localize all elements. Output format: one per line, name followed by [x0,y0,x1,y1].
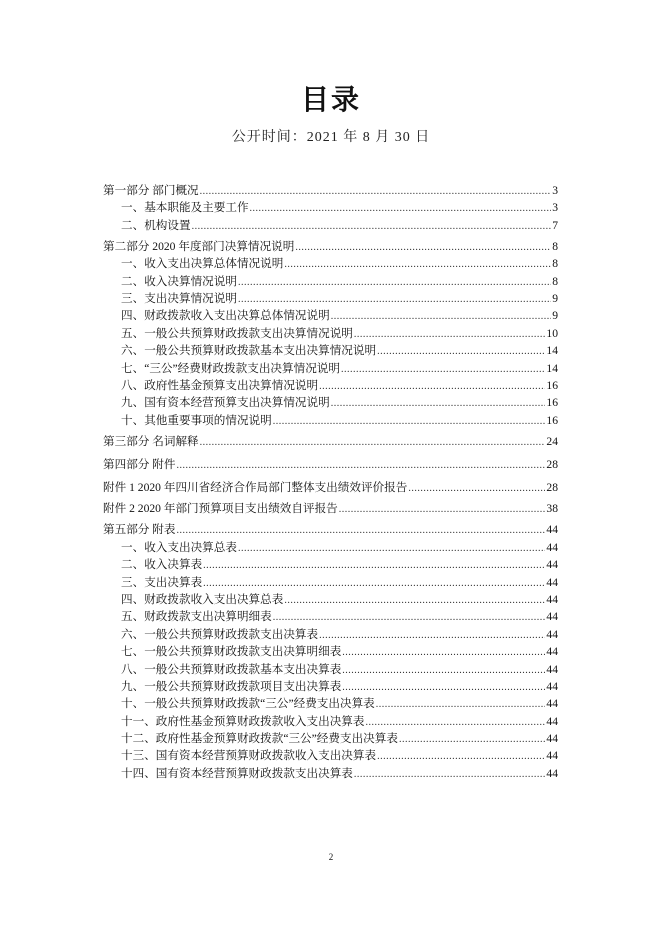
toc-entry-page: 44 [546,645,558,659]
toc-entry[interactable] [103,199,558,216]
dot-leader [376,696,546,713]
dot-leader [250,200,552,217]
dot-leader [203,575,545,592]
toc-entry-label: 十二、政府性基金预算财政拨款“三公”经费支出决算表 [121,732,398,746]
toc-entry-page: 9 [552,291,558,305]
toc-entry-page: 44 [546,575,558,589]
toc-entry[interactable] [103,394,558,411]
toc-entry-label: 九、国有资本经营预算支出决算情况说明 [121,396,330,410]
table-of-contents [103,182,558,782]
toc-entry-page: 44 [546,697,558,711]
toc-entry-page: 16 [546,378,558,392]
toc-entry-label: 十、一般公共预算财政拨款“三公”经费支出决算表 [121,697,375,711]
toc-entry-page: 9 [552,309,558,323]
dot-leader [192,218,552,235]
toc-entry-label: 一、收入支出决算总体情况说明 [121,257,284,271]
toc-entry-page: 44 [546,732,558,746]
toc-entry-page: 44 [546,679,558,693]
toc-entry-page: 38 [546,502,558,516]
toc-entry-page: 44 [546,558,558,572]
toc-entry-page: 24 [546,434,558,448]
toc-entry[interactable] [103,217,558,234]
dot-leader [354,326,546,343]
dot-leader [319,378,545,395]
toc-entry-page: 3 [552,201,558,215]
toc-entry-page: 28 [546,481,558,495]
toc-entry-page: 14 [546,344,558,358]
toc-entry-label: 九、一般公共预算财政拨款项目支出决算表 [121,679,342,693]
toc-entry-page: 44 [546,627,558,641]
toc-entry-label: 八、政府性基金预算支出决算情况说明 [121,378,319,392]
toc-entry-label: 七、“三公”经费财政拨款支出决算情况说明 [121,361,340,375]
toc-entry-page: 8 [552,239,558,253]
toc-entry-label: 十三、国有资本经营预算财政拨款收入支出决算表 [121,749,377,763]
toc-entry-label: 第一部分 部门概况 [103,184,199,197]
toc-entry-label: 八、一般公共预算财政拨款基本支出决算表 [121,662,342,676]
dot-leader [238,291,551,308]
dot-leader [273,609,546,626]
toc-entry-label: 三、支出决算表 [121,575,203,589]
toc-entry-page: 44 [546,749,558,763]
dot-leader [342,662,545,679]
toc-entry[interactable] [103,626,558,643]
toc-entry[interactable] [103,765,558,782]
dot-leader [408,480,545,497]
toc-entry-label: 第三部分 名词解释 [103,434,199,448]
toc-entry-page: 7 [552,218,558,232]
toc-entry-page: 16 [546,413,558,427]
toc-entry-label: 第四部分 附件 [103,458,176,472]
toc-entry[interactable] [103,342,558,359]
dot-leader [295,239,551,256]
toc-entry[interactable] [103,500,558,517]
toc-entry-page: 44 [546,592,558,606]
toc-entry-page: 14 [546,361,558,375]
toc-entry-label: 三、支出决算情况说明 [121,291,237,305]
dot-leader [319,627,545,644]
toc-entry-label: 五、财政拨款支出决算明细表 [121,610,272,624]
toc-entry[interactable] [103,661,558,678]
toc-entry[interactable] [103,307,558,324]
dot-leader [200,183,552,200]
dot-leader [354,766,546,783]
toc-entry-page: 44 [546,766,558,780]
toc-entry-page: 44 [546,523,558,537]
dot-leader [284,592,545,609]
dot-leader [342,679,545,696]
dot-leader [377,343,545,360]
toc-entry-page: 16 [546,396,558,410]
dot-leader [176,522,545,539]
toc-entry-label: 一、收入支出决算总表 [121,540,237,554]
dot-leader [238,274,551,291]
dot-leader [342,644,545,661]
toc-entry[interactable] [103,539,558,556]
dot-leader [284,256,551,273]
toc-entry[interactable] [103,747,558,764]
toc-entry[interactable] [103,730,558,747]
toc-entry-label: 二、收入决算情况说明 [121,274,237,288]
toc-entry-label: 五、一般公共预算财政拨款支出决算情况说明 [121,326,353,340]
toc-entry-page: 44 [546,714,558,728]
dot-leader [273,413,546,430]
dot-leader [331,308,552,325]
toc-entry[interactable] [103,643,558,660]
toc-entry[interactable] [103,377,558,394]
toc-entry-page: 3 [552,184,558,197]
toc-entry[interactable] [103,695,558,712]
toc-entry[interactable] [103,556,558,573]
toc-entry-label: 七、一般公共预算财政拨款支出决算明细表 [121,645,342,659]
toc-entry-label: 六、一般公共预算财政拨款支出决算表 [121,627,319,641]
toc-entry[interactable] [103,678,558,695]
dot-leader [176,457,545,474]
toc-entry-page: 8 [552,274,558,288]
toc-entry-label: 六、一般公共预算财政拨款基本支出决算情况说明 [121,344,377,358]
toc-entry-page: 28 [546,458,558,472]
publish-date: 公开时间：2021 年 8 月 30 日 [231,130,431,145]
toc-entry-label: 附件 2 2020 年部门预算项目支出绩效自评报告 [103,502,338,516]
toc-entry-page: 8 [552,257,558,271]
toc-entry[interactable] [103,456,558,473]
page-number: 2 [328,852,334,862]
toc-entry-label: 十四、国有资本经营预算财政拨款支出决算表 [121,766,353,780]
dot-leader [399,731,545,748]
dot-leader [331,395,546,412]
toc-entry-page: 44 [546,540,558,554]
toc-entry-label: 二、收入决算表 [121,558,203,572]
toc-entry[interactable] [103,433,558,450]
dot-leader [341,361,545,378]
toc-entry[interactable] [103,182,558,199]
toc-entry-label: 四、财政拨款收入支出决算总体情况说明 [121,309,330,323]
toc-entry-label: 十一、政府性基金预算财政拨款收入支出决算表 [121,714,365,728]
toc-entry[interactable] [103,574,558,591]
dot-leader [238,540,545,557]
toc-entry[interactable] [103,273,558,290]
toc-entry-page: 44 [546,610,558,624]
toc-entry-label: 四、财政拨款收入支出决算总表 [121,592,284,606]
toc-entry[interactable] [103,238,558,255]
toc-entry-page: 44 [546,662,558,676]
toc-entry-label: 十、其他重要事项的情况说明 [121,413,272,427]
dot-leader [200,434,546,451]
dot-leader [339,501,546,518]
dot-leader [203,557,545,574]
toc-entry[interactable] [103,608,558,625]
toc-entry[interactable] [103,591,558,608]
toc-entry[interactable] [103,479,558,496]
toc-entry[interactable] [103,713,558,730]
toc-entry-page: 10 [546,326,558,340]
toc-entry-label: 一、基本职能及主要工作 [121,201,249,215]
toc-entry-label: 第五部分 附表 [103,523,176,537]
toc-entry-label: 第二部分 2020 年度部门决算情况说明 [103,239,295,253]
toc-entry[interactable] [103,521,558,538]
toc-entry[interactable] [103,255,558,272]
toc-entry-label: 附件 1 2020 年四川省经济合作局部门整体支出绩效评价报告 [103,481,408,495]
toc-entry[interactable] [103,412,558,429]
toc-entry[interactable] [103,360,558,377]
toc-entry[interactable] [103,290,558,307]
dot-leader [377,748,545,765]
toc-entry[interactable] [103,325,558,342]
dot-leader [365,714,545,731]
toc-entry-label: 二、机构设置 [121,218,191,232]
page-title: 目录 [300,83,361,116]
